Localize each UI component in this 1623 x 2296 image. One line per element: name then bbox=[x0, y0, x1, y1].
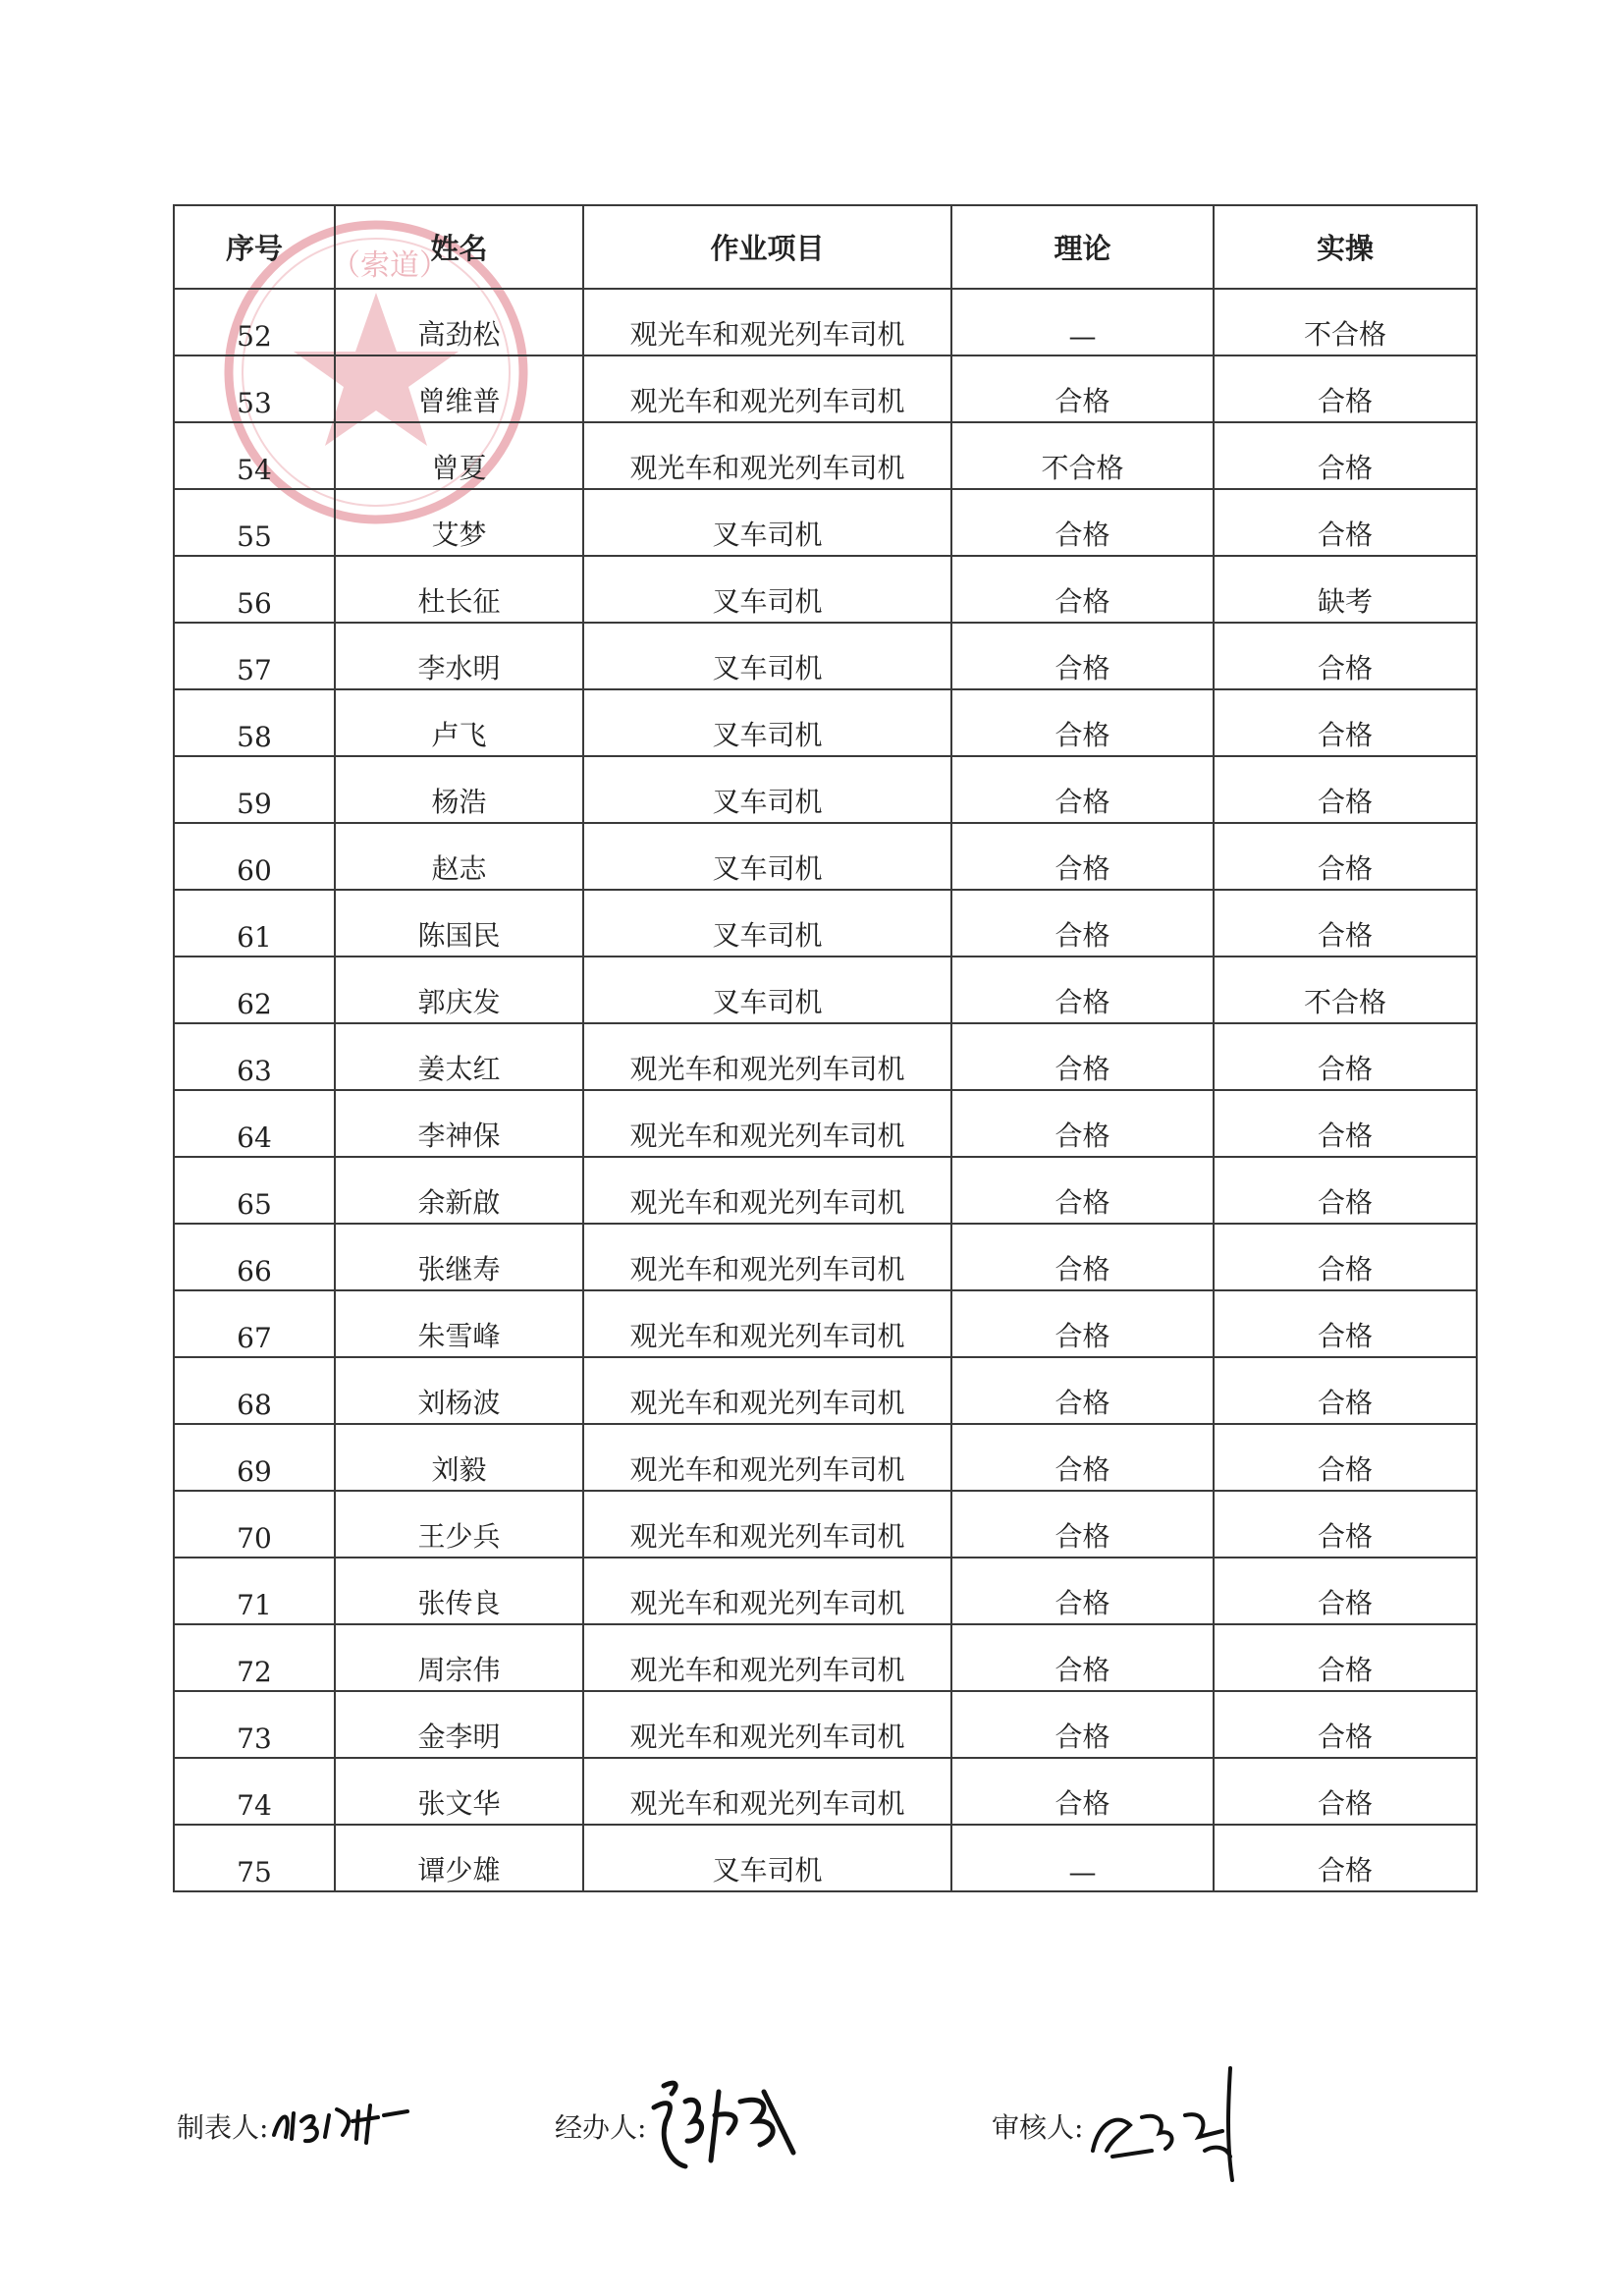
practice-result-cell: 合格 bbox=[1214, 1758, 1477, 1825]
job-item-cell: 叉车司机 bbox=[583, 556, 951, 623]
serial-number-cell: 70 bbox=[174, 1491, 335, 1558]
table-row bbox=[174, 1825, 1477, 1891]
serial-number-cell: 57 bbox=[174, 623, 335, 689]
table-row bbox=[174, 1424, 1477, 1491]
header-serial-number: 序号 bbox=[174, 205, 335, 289]
theory-result-cell: 合格 bbox=[951, 890, 1214, 957]
maker-signature-block bbox=[177, 2067, 415, 2185]
job-item-cell: 观光车和观光列车司机 bbox=[583, 1290, 951, 1357]
serial-number-cell: 54 bbox=[174, 422, 335, 489]
practice-result-cell: 合格 bbox=[1214, 422, 1477, 489]
name-cell: 周宗伟 bbox=[335, 1624, 583, 1691]
practice-result-cell: 合格 bbox=[1214, 1357, 1477, 1424]
theory-result-cell: 合格 bbox=[951, 1491, 1214, 1558]
practice-result-cell: 合格 bbox=[1214, 623, 1477, 689]
job-item-cell: 观光车和观光列车司机 bbox=[583, 1624, 951, 1691]
theory-result-cell: 合格 bbox=[951, 1758, 1214, 1825]
theory-result-cell: 合格 bbox=[951, 556, 1214, 623]
theory-result-cell: 合格 bbox=[951, 489, 1214, 556]
name-cell: 刘毅 bbox=[335, 1424, 583, 1491]
practice-result-cell: 合格 bbox=[1214, 890, 1477, 957]
practice-result-cell: 合格 bbox=[1214, 1825, 1477, 1891]
serial-number-cell: 68 bbox=[174, 1357, 335, 1424]
name-cell: 杜长征 bbox=[335, 556, 583, 623]
name-cell: 朱雪峰 bbox=[335, 1290, 583, 1357]
reviewer-handwritten-signature bbox=[1083, 2062, 1250, 2190]
practice-result-cell: 不合格 bbox=[1214, 289, 1477, 355]
job-item-cell: 叉车司机 bbox=[583, 489, 951, 556]
table-row bbox=[174, 1023, 1477, 1090]
name-cell: 曾维普 bbox=[335, 355, 583, 422]
handler-label: 经办人: bbox=[555, 2111, 647, 2144]
table-body bbox=[174, 289, 1477, 1891]
serial-number-cell: 62 bbox=[174, 957, 335, 1023]
job-item-cell: 观光车和观光列车司机 bbox=[583, 1758, 951, 1825]
table-row bbox=[174, 1691, 1477, 1758]
practice-result-cell: 合格 bbox=[1214, 1290, 1477, 1357]
serial-number-cell: 58 bbox=[174, 689, 335, 756]
table-row bbox=[174, 1157, 1477, 1224]
name-cell: 郭庆发 bbox=[335, 957, 583, 1023]
practice-result-cell: 缺考 bbox=[1214, 556, 1477, 623]
name-cell: 曾夏 bbox=[335, 422, 583, 489]
table-row bbox=[174, 489, 1477, 556]
table-row bbox=[174, 756, 1477, 823]
serial-number-cell: 56 bbox=[174, 556, 335, 623]
practice-result-cell: 合格 bbox=[1214, 1691, 1477, 1758]
table-row bbox=[174, 556, 1477, 623]
job-item-cell: 叉车司机 bbox=[583, 1825, 951, 1891]
maker-label: 制表人: bbox=[177, 2111, 269, 2144]
name-cell: 张继寿 bbox=[335, 1224, 583, 1290]
job-item-cell: 叉车司机 bbox=[583, 823, 951, 890]
table-row bbox=[174, 289, 1477, 355]
serial-number-cell: 59 bbox=[174, 756, 335, 823]
serial-number-cell: 66 bbox=[174, 1224, 335, 1290]
serial-number-cell: 64 bbox=[174, 1090, 335, 1157]
theory-result-cell: 不合格 bbox=[951, 422, 1214, 489]
serial-number-cell: 53 bbox=[174, 355, 335, 422]
name-cell: 张传良 bbox=[335, 1558, 583, 1624]
theory-result-cell: 合格 bbox=[951, 355, 1214, 422]
name-cell: 李水明 bbox=[335, 623, 583, 689]
theory-result-cell: — bbox=[951, 289, 1214, 355]
table-row bbox=[174, 1491, 1477, 1558]
serial-number-cell: 63 bbox=[174, 1023, 335, 1090]
svg-text:（索道）: （索道） bbox=[331, 248, 449, 283]
job-item-cell: 观光车和观光列车司机 bbox=[583, 1691, 951, 1758]
table-row bbox=[174, 422, 1477, 489]
job-item-cell: 观光车和观光列车司机 bbox=[583, 1224, 951, 1290]
theory-result-cell: 合格 bbox=[951, 689, 1214, 756]
name-cell: 张文华 bbox=[335, 1758, 583, 1825]
table-row bbox=[174, 1290, 1477, 1357]
practice-result-cell: 合格 bbox=[1214, 1157, 1477, 1224]
serial-number-cell: 69 bbox=[174, 1424, 335, 1491]
job-item-cell: 观光车和观光列车司机 bbox=[583, 422, 951, 489]
theory-result-cell: 合格 bbox=[951, 1624, 1214, 1691]
name-cell: 刘杨波 bbox=[335, 1357, 583, 1424]
reviewer-signature-block bbox=[992, 2067, 1250, 2185]
name-cell: 卢飞 bbox=[335, 689, 583, 756]
reviewer-label: 审核人: bbox=[992, 2111, 1084, 2144]
maker-handwritten-signature bbox=[268, 2092, 415, 2160]
serial-number-cell: 55 bbox=[174, 489, 335, 556]
table-row bbox=[174, 1090, 1477, 1157]
theory-result-cell: 合格 bbox=[951, 823, 1214, 890]
name-cell: 赵志 bbox=[335, 823, 583, 890]
practice-result-cell: 合格 bbox=[1214, 1558, 1477, 1624]
job-item-cell: 观光车和观光列车司机 bbox=[583, 1090, 951, 1157]
header-theory: 理论 bbox=[951, 205, 1214, 289]
theory-result-cell: 合格 bbox=[951, 756, 1214, 823]
name-cell: 王少兵 bbox=[335, 1491, 583, 1558]
name-cell: 高劲松 bbox=[335, 289, 583, 355]
name-cell: 谭少雄 bbox=[335, 1825, 583, 1891]
table-row bbox=[174, 1624, 1477, 1691]
theory-result-cell: 合格 bbox=[951, 1558, 1214, 1624]
serial-number-cell: 74 bbox=[174, 1758, 335, 1825]
serial-number-cell: 71 bbox=[174, 1558, 335, 1624]
header-name: 姓名 bbox=[335, 205, 583, 289]
practice-result-cell: 合格 bbox=[1214, 1624, 1477, 1691]
job-item-cell: 观光车和观光列车司机 bbox=[583, 1357, 951, 1424]
practice-result-cell: 合格 bbox=[1214, 689, 1477, 756]
practice-result-cell: 合格 bbox=[1214, 823, 1477, 890]
name-cell: 李神保 bbox=[335, 1090, 583, 1157]
job-item-cell: 观光车和观光列车司机 bbox=[583, 355, 951, 422]
theory-result-cell: — bbox=[951, 1825, 1214, 1891]
job-item-cell: 叉车司机 bbox=[583, 890, 951, 957]
table-row bbox=[174, 1558, 1477, 1624]
theory-result-cell: 合格 bbox=[951, 623, 1214, 689]
practice-result-cell: 合格 bbox=[1214, 1090, 1477, 1157]
serial-number-cell: 61 bbox=[174, 890, 335, 957]
theory-result-cell: 合格 bbox=[951, 1290, 1214, 1357]
serial-number-cell: 67 bbox=[174, 1290, 335, 1357]
job-item-cell: 叉车司机 bbox=[583, 623, 951, 689]
table-row bbox=[174, 1224, 1477, 1290]
serial-number-cell: 60 bbox=[174, 823, 335, 890]
table-row bbox=[174, 890, 1477, 957]
header-job-item: 作业项目 bbox=[583, 205, 951, 289]
job-item-cell: 观光车和观光列车司机 bbox=[583, 1558, 951, 1624]
practice-result-cell: 不合格 bbox=[1214, 957, 1477, 1023]
theory-result-cell: 合格 bbox=[951, 1424, 1214, 1491]
theory-result-cell: 合格 bbox=[951, 1357, 1214, 1424]
theory-result-cell: 合格 bbox=[951, 1090, 1214, 1157]
practice-result-cell: 合格 bbox=[1214, 1224, 1477, 1290]
handler-handwritten-signature bbox=[646, 2072, 803, 2180]
practice-result-cell: 合格 bbox=[1214, 355, 1477, 422]
practice-result-cell: 合格 bbox=[1214, 489, 1477, 556]
table-row bbox=[174, 623, 1477, 689]
theory-result-cell: 合格 bbox=[951, 1691, 1214, 1758]
results-table bbox=[173, 204, 1478, 1892]
serial-number-cell: 65 bbox=[174, 1157, 335, 1224]
job-item-cell: 叉车司机 bbox=[583, 689, 951, 756]
job-item-cell: 观光车和观光列车司机 bbox=[583, 289, 951, 355]
table-header-row bbox=[174, 205, 1477, 289]
table-row bbox=[174, 1357, 1477, 1424]
job-item-cell: 观光车和观光列车司机 bbox=[583, 1023, 951, 1090]
name-cell: 余新啟 bbox=[335, 1157, 583, 1224]
practice-result-cell: 合格 bbox=[1214, 1424, 1477, 1491]
theory-result-cell: 合格 bbox=[951, 1157, 1214, 1224]
name-cell: 杨浩 bbox=[335, 756, 583, 823]
job-item-cell: 观光车和观光列车司机 bbox=[583, 1157, 951, 1224]
table-row bbox=[174, 355, 1477, 422]
signature-area bbox=[0, 2067, 1623, 2205]
practice-result-cell: 合格 bbox=[1214, 1491, 1477, 1558]
job-item-cell: 叉车司机 bbox=[583, 957, 951, 1023]
serial-number-cell: 73 bbox=[174, 1691, 335, 1758]
name-cell: 艾梦 bbox=[335, 489, 583, 556]
table-row bbox=[174, 689, 1477, 756]
practice-result-cell: 合格 bbox=[1214, 756, 1477, 823]
header-practice: 实操 bbox=[1214, 205, 1477, 289]
serial-number-cell: 75 bbox=[174, 1825, 335, 1891]
practice-result-cell: 合格 bbox=[1214, 1023, 1477, 1090]
name-cell: 姜太红 bbox=[335, 1023, 583, 1090]
name-cell: 金李明 bbox=[335, 1691, 583, 1758]
table-row bbox=[174, 823, 1477, 890]
theory-result-cell: 合格 bbox=[951, 1023, 1214, 1090]
handler-signature-block bbox=[555, 2067, 803, 2185]
serial-number-cell: 72 bbox=[174, 1624, 335, 1691]
job-item-cell: 观光车和观光列车司机 bbox=[583, 1424, 951, 1491]
job-item-cell: 叉车司机 bbox=[583, 756, 951, 823]
table-row bbox=[174, 1758, 1477, 1825]
table-row bbox=[174, 957, 1477, 1023]
theory-result-cell: 合格 bbox=[951, 957, 1214, 1023]
theory-result-cell: 合格 bbox=[951, 1224, 1214, 1290]
job-item-cell: 观光车和观光列车司机 bbox=[583, 1491, 951, 1558]
name-cell: 陈国民 bbox=[335, 890, 583, 957]
serial-number-cell: 52 bbox=[174, 289, 335, 355]
